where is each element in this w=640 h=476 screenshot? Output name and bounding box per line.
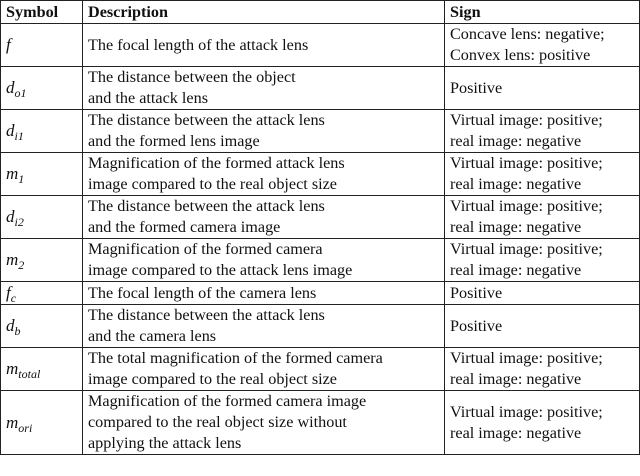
- description-line: Magnification of the formed attack lens: [88, 154, 345, 172]
- table-row: [1, 67, 640, 110]
- symbol-base: m: [6, 412, 19, 432]
- symbol-subscript: i2: [14, 215, 24, 229]
- sign-line: Virtual image: positive;: [450, 111, 603, 129]
- description-cell: [83, 153, 445, 196]
- symbol: [6, 121, 24, 143]
- sign-line: Virtual image: positive;: [450, 154, 603, 172]
- description-cell: [83, 24, 445, 67]
- description-cell: [83, 67, 445, 110]
- table-body: [1, 24, 640, 455]
- description-line: Magnification of the formed camera image: [88, 392, 367, 410]
- header-description: Description: [83, 1, 445, 24]
- symbol-cell: [1, 24, 83, 67]
- symbol-subscript: total: [18, 367, 41, 381]
- symbol-cell: [1, 153, 83, 196]
- symbol-base: f: [6, 35, 11, 54]
- description-cell: [83, 348, 445, 391]
- sign-line: real image: negative: [450, 132, 582, 150]
- symbol-base: d: [6, 121, 15, 140]
- sign-cell: [445, 110, 640, 153]
- description-line: applying the attack lens: [88, 434, 242, 452]
- sign-cell: [445, 67, 640, 110]
- header-row: [1, 1, 640, 24]
- table-row: [1, 196, 640, 239]
- table-row: [1, 24, 640, 67]
- table-row: [1, 239, 640, 282]
- sign-line: Virtual image: positive;: [450, 240, 603, 258]
- symbol-cell: [1, 239, 83, 282]
- table-row: [1, 391, 640, 455]
- symbol: [6, 164, 25, 186]
- description-line: image compared to the real object size: [88, 175, 337, 193]
- sign-cell: [445, 305, 640, 348]
- symbol-base: m: [6, 359, 19, 378]
- description-cell: [83, 305, 445, 348]
- sign-cell: [445, 391, 640, 455]
- sign-cell: [445, 239, 640, 282]
- sign-line: Virtual image: positive;: [450, 197, 603, 215]
- symbol-subscript: 1: [18, 172, 25, 186]
- description-line: and the attack lens: [88, 89, 209, 107]
- symbol-base: m: [6, 250, 19, 269]
- sign-line: Positive: [450, 78, 503, 97]
- table-row: [1, 305, 640, 348]
- symbol-cell: [1, 348, 83, 391]
- description-line: The focal length of the attack lens: [88, 35, 309, 54]
- sign-cell: [445, 24, 640, 67]
- symbol-base: d: [6, 207, 15, 226]
- table-row: [1, 153, 640, 196]
- description-line: Magnification of the formed camera: [88, 240, 323, 258]
- sign-line: real image: negative: [450, 175, 582, 193]
- sign-cell: [445, 153, 640, 196]
- symbol-subscript: b: [14, 324, 21, 338]
- header-sign: Sign: [445, 1, 640, 24]
- description-line: The distance between the attack lens: [88, 197, 325, 215]
- description-cell: [83, 110, 445, 153]
- symbol: [6, 78, 27, 100]
- sign-line: Convex lens: positive: [450, 46, 591, 64]
- header-symbol: Symbol: [1, 1, 83, 24]
- table-row: [1, 348, 640, 391]
- symbol-base: f: [6, 283, 11, 302]
- symbol-subscript: 2: [18, 258, 25, 272]
- symbol-subscript: o1: [14, 86, 27, 100]
- symbol-cell: [1, 67, 83, 110]
- description-line: The distance between the object: [88, 68, 296, 86]
- symbol-subscript: ori: [18, 420, 33, 435]
- sign-line: Positive: [450, 283, 503, 302]
- symbol: [6, 35, 11, 54]
- description-line: The distance between the attack lens: [88, 111, 325, 129]
- symbol: [6, 412, 33, 435]
- description-line: and the formed lens image: [88, 132, 260, 150]
- symbol-cell: [1, 305, 83, 348]
- sign-line: Positive: [450, 316, 503, 335]
- sign-line: real image: negative: [450, 261, 582, 279]
- sign-cell: [445, 348, 640, 391]
- description-line: The distance between the attack lens: [88, 306, 325, 324]
- symbol: [6, 207, 24, 229]
- table-row: [1, 110, 640, 153]
- symbol-cell: [1, 391, 83, 455]
- symbol: [6, 250, 25, 272]
- symbol-cell: [1, 196, 83, 239]
- description-line: image compared to the attack lens image: [88, 261, 353, 279]
- sign-cell: [445, 282, 640, 305]
- symbol-subscript: c: [10, 291, 17, 305]
- description-line: The total magnification of the formed camera: [88, 349, 383, 367]
- sign-line: real image: negative: [450, 218, 582, 236]
- sign-line: real image: negative: [450, 423, 582, 442]
- sign-line: real image: negative: [450, 370, 582, 388]
- description-cell: [83, 239, 445, 282]
- description-cell: [83, 282, 445, 305]
- symbol-base: d: [6, 316, 15, 335]
- symbol-base: m: [6, 164, 19, 183]
- symbol: [6, 283, 17, 305]
- description-line: and the formed camera image: [88, 218, 281, 236]
- description-line: and the camera lens: [88, 327, 217, 345]
- description-line: image compared to the real object size: [88, 370, 337, 388]
- symbol-cell: [1, 282, 83, 305]
- sign-cell: [445, 196, 640, 239]
- description-line: The focal length of the camera lens: [88, 283, 317, 302]
- sign-line: Virtual image: positive;: [450, 349, 603, 367]
- description-cell: [83, 196, 445, 239]
- symbol-base: d: [6, 78, 15, 97]
- sign-line: Virtual image: positive;: [450, 402, 603, 421]
- description-cell: [83, 391, 445, 455]
- symbol: [6, 359, 41, 381]
- table-row: [1, 282, 640, 305]
- symbol: [6, 316, 21, 338]
- symbol-subscript: i1: [14, 129, 24, 143]
- symbol-cell: [1, 110, 83, 153]
- description-line: compared to the real object size without: [88, 413, 347, 431]
- sign-line: Concave lens: negative;: [450, 25, 605, 43]
